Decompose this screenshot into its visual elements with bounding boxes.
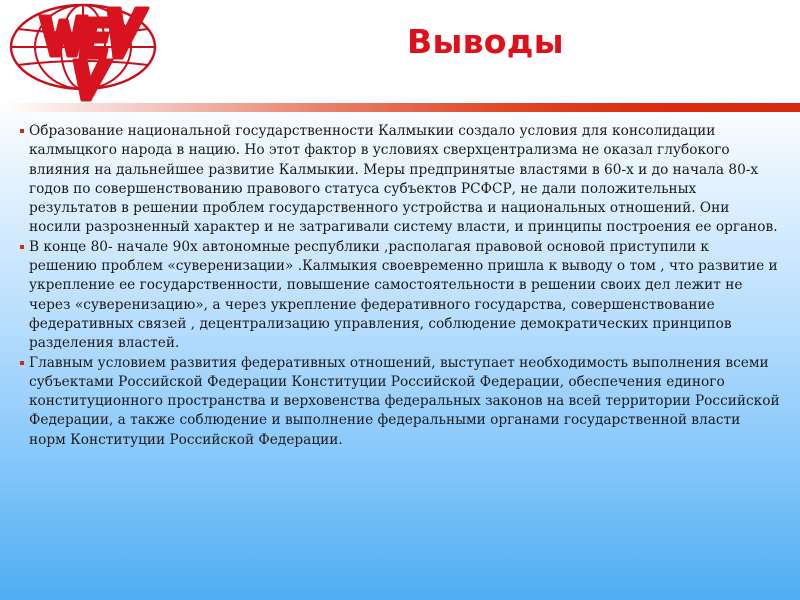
bullet-icon [20, 129, 24, 133]
list-item [20, 238, 780, 354]
logo [4, 2, 162, 102]
bullet-icon [20, 245, 24, 249]
list-item [20, 122, 780, 238]
bullet-icon [20, 361, 24, 365]
list-item-text: Главным условием развития федеративных отношений, выступает необходимость выполнения всеми субъектами Российской Федерации Конституции Российской Федерации, обеспечения единого конституционного пространства и верховенства федеральных законов на всей территории Российской Федерации, а также соблюдение и выполнение федеральными органами государственной власти норм Конституции Российской Федерации. [29, 354, 780, 448]
list-item-text: В конце 80- начале 90х автономные республики ,располагая правовой основой приступили к решению проблем «суверенизации» .Калмыкия своевременно пришла к выводу о том , что развитие и укрепление ее государственности, повышение самостоятельности в решении своих дел лежит не через «суверенизацию», а через укрепление федеративного государства, совершенствование федеративных связей , децентрализацию управления, соблюдение демократических принципов разделения властей. [29, 238, 778, 352]
page-title: Выводы [407, 22, 564, 61]
header-divider [0, 103, 800, 112]
list-item [20, 354, 780, 450]
content-list [20, 122, 780, 450]
list-item-text: Образование национальной государственности Калмыкии создало условия для консолидации калмыцкого народа в нацию. Но этот фактор в условиях сверхцентрализма не оказал глубокого влияния на дальнейшее развитие Калмыкии. Меры предпринятые властями в 60-х и до начала 80-х годов по совершенствованию правового статуса субъектов РСФСР, не дали положительных результатов в решении проблем государственного устройства и национальных отношений. Они носили разрозненный характер и не затрагивали систему власти, и принципы построения ее органов. [29, 123, 778, 236]
globe-logo-icon [4, 2, 162, 102]
